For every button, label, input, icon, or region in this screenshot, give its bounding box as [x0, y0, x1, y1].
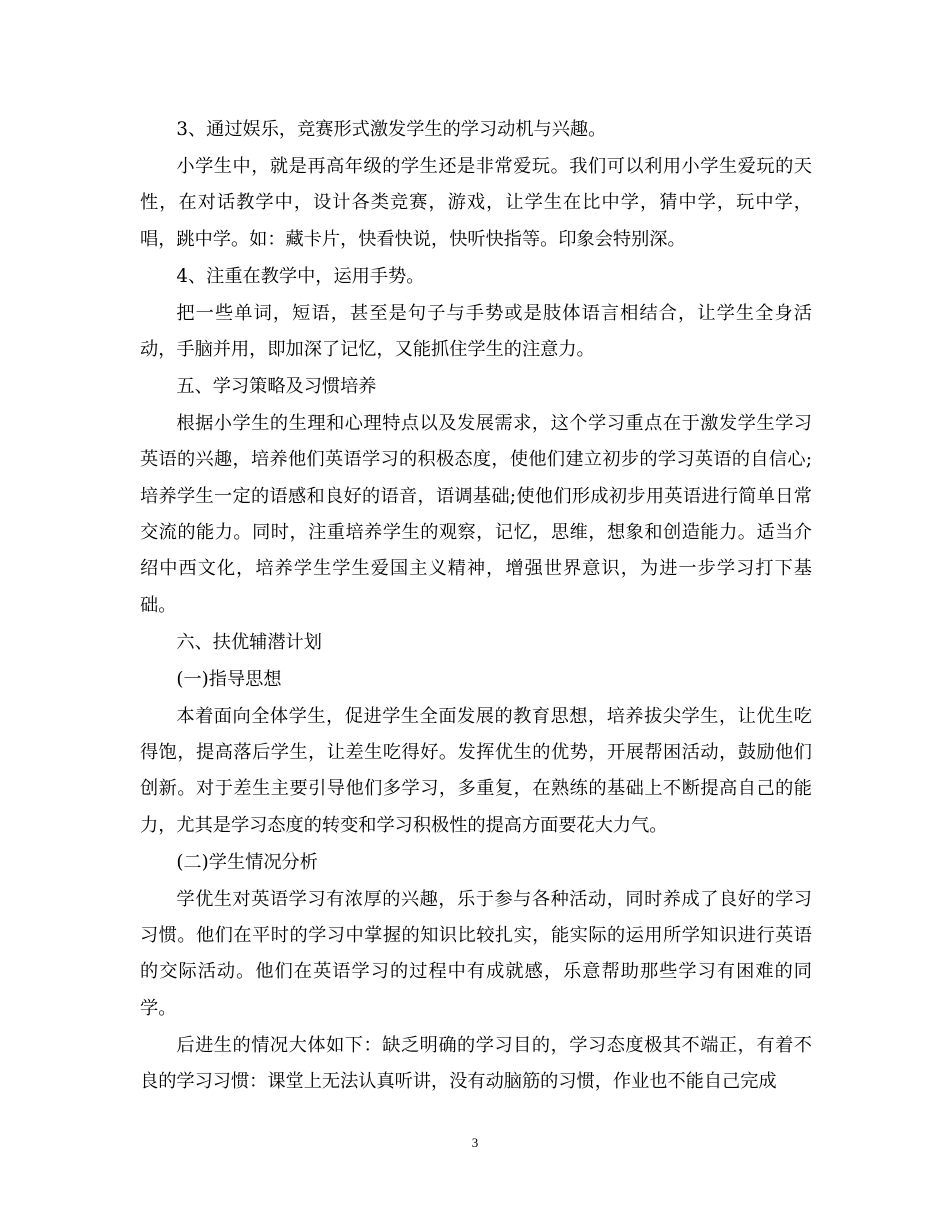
- subsection-heading: (一)指导思想: [176, 668, 282, 690]
- subsection-heading: (二)学生情况分析: [176, 851, 318, 873]
- paragraph: 本着面向全体学生，促进学生全面发展的教育思想，培养拔尖学生，让优生吃得饱，提高落后学生，让差生吃得好。发挥优生的优势，开展帮困活动，鼓励他们创新。对于差生主要引导他们多学习，多重复，在熟练的基础上不断提高自己的能力，尤其是学习态度的转变和学习积极性的提高方面要花大力气。: [140, 705, 812, 836]
- page-number: 3: [471, 1135, 479, 1150]
- paragraph: 后进生的情况大体如下：缺乏明确的学习目的，学习态度极其不端正，有着不良的学习习惯：课堂上无法认真听讲，没有动脑筋的习惯，作业也不能自己完成: [140, 1034, 812, 1093]
- paragraph: 3、通过娱乐，竞赛形式激发学生的学习动机与兴趣。: [176, 119, 607, 140]
- paragraph: 小学生中，就是再高年级的学生还是非常爱玩。我们可以利用小学生爱玩的天性，在对话教学中，设计各类竞赛，游戏，让学生在比中学，猜中学，玩中学，唱，跳中学。如：藏卡片，快看快说，快听快指等。印象会特别深。: [140, 155, 812, 250]
- section-heading: 五、学习策略及习惯培养: [176, 375, 377, 397]
- paragraph: 学优生对英语学习有浓厚的兴趣，乐于参与各种活动，同时养成了良好的学习习惯。他们在平时的学习中掌握的知识比较扎实，能实际的运用所学知识进行英语的交际活动。他们在英语学习的过程中有成就感，乐意帮助那些学习有困难的同学。: [140, 888, 812, 1019]
- paragraph: 把一些单词，短语，甚至是句子与手势或是肢体语言相结合，让学生全身活动，手脑并用，即加深了记忆，又能抓住学生的注意力。: [140, 302, 812, 360]
- body-text: [140, 112, 812, 1101]
- paragraph: 4、注重在教学中，运用手势。: [176, 265, 425, 287]
- section-heading: 六、扶优辅潜计划: [176, 631, 322, 653]
- paragraph: 根据小学生的生理和心理特点以及发展需求，这个学习重点在于激发学生学习英语的兴趣，培养他们英语学习的积极态度，使他们建立初步的学习英语的自信心;培养学生一定的语感和良好的语音，语调基础;使他们形成初步用英语进行简单日常交流的能力。同时，注重培养学生的观察，记忆，思维，想象和创造能力。适当介绍中西文化，培养学生学生爱国主义精神，增强世界意识，为进一步学习打下基础。: [140, 412, 812, 616]
